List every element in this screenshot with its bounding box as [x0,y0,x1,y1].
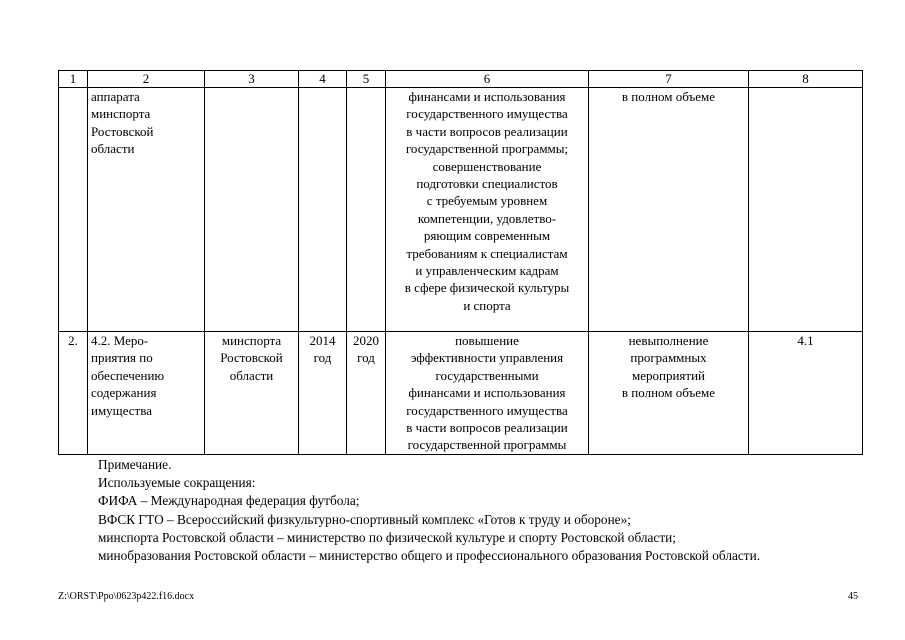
table-row [59,88,863,332]
consequences-cell: невыполнение программных мероприятий в полном объеме [589,332,749,455]
executor-cell: минспорта Ростовской области [205,332,299,455]
header-cell: 5 [347,71,386,88]
activity-cell: аппарата минспорта Ростовской области [88,88,205,332]
start-year-cell [299,88,347,332]
header-cell: 6 [386,71,589,88]
abbreviation-item: минспорта Ростовской области – министерство по физической культуре и спорту Ростовской области; [98,529,676,545]
header-cell: 2 [88,71,205,88]
consequences-cell: в полном объеме [589,88,749,332]
notes-block [98,456,760,565]
notes-title: Примечание. [98,457,172,472]
header-cell: 7 [589,71,749,88]
end-year-cell: 2020 год [347,332,386,455]
expected-result-cell: повышение эффективности управления государственными финансами и использования государственного имущества в части вопросов реализации государственной программы [386,332,589,455]
table-row [59,332,863,455]
link-indicator-cell [749,88,863,332]
expected-result-cell: финансами и использования государственного имущества в части вопросов реализации государственной программы; совершенствование подготовки специалистов с требуемым уровнем компетенции, удовлетво- ряющим современным требованиям к специалистам и управленческим кадрам в сфере физической культуры и спорта [386,88,589,332]
activity-cell: 4.2. Меро- приятия по обеспечению содержания имущества [88,332,205,455]
abbreviation-item: ФИФА – Международная федерация футбола; [98,493,360,509]
footer-file-path: Z:\ORST\Ppo\0623p422.f16.docx [58,591,195,602]
header-cell: 3 [205,71,299,88]
table-header-row [59,71,863,88]
header-cell: 8 [749,71,863,88]
row-number-cell [59,88,88,332]
program-table [58,70,863,455]
link-indicator-cell: 4.1 [749,332,863,455]
abbreviation-item: минобразования Ростовской области – министерство общего и профессионального образования Ростовской области. [98,548,761,564]
abbreviation-item: ВФСК ГТО – Всероссийский физкультурно-спортивный комплекс «Готов к труду и обороне»; [98,511,631,527]
notes-subtitle: Используемые сокращения: [98,475,256,491]
start-year-cell: 2014 год [299,332,347,455]
page-number: 45 [848,591,858,602]
executor-cell [205,88,299,332]
header-cell: 4 [299,71,347,88]
end-year-cell [347,88,386,332]
row-number-cell: 2. [59,332,88,455]
header-cell: 1 [59,71,88,88]
